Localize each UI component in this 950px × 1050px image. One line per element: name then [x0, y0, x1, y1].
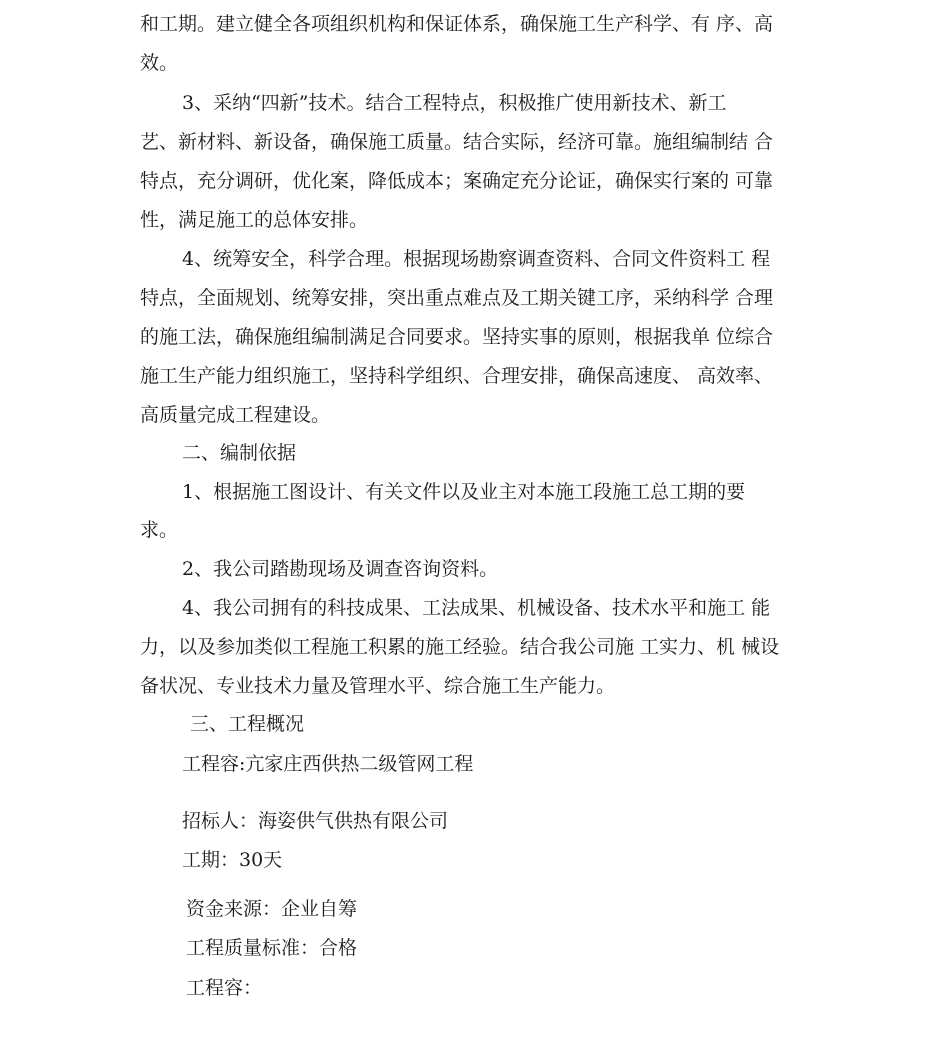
section-heading: 三、工程概况 — [190, 713, 305, 735]
text-line: 高质量完成工程建设。 — [140, 404, 331, 426]
duration: 工期：30天 — [182, 849, 283, 871]
project-name: 工程容:亢家庄西供热二级管网工程 — [182, 753, 474, 775]
text-line: 4、统筹安全，科学合理。根据现场勘察调查资料、合同文件资料工 程 — [182, 248, 771, 270]
text-line: 1、根据施工图设计、有关文件以及业主对本施工段施工总工期的要 — [182, 481, 746, 503]
text-line: 特点，充分调研，优化案，降低成本；案确定充分论证，确保实行案的 可靠 — [140, 170, 774, 192]
text-line: 施工生产能力组织施工，坚持科学组织、合理安排，确保高速度、 高效率、 — [140, 365, 774, 387]
funding-source: 资金来源：企业自筹 — [186, 898, 358, 920]
text-line: 效。 — [140, 52, 179, 74]
text-line: 力，以及参加类似工程施工积累的施工经验。结合我公司施 工实力、机 械设 — [140, 636, 780, 658]
text-line: 4、我公司拥有的科技成果、工法成果、机械设备、技术水平和施工 能 — [182, 597, 771, 619]
text-line: 3、采纳“四新”技术。结合工程特点，积极推广使用新技术、新工 — [182, 92, 727, 114]
text-line: 备状况、专业技术力量及管理水平、综合施工生产能力。 — [140, 675, 616, 697]
text-line: 艺、新材料、新设备，确保施工质量。结合实际，经济可靠。施组编制结 合 — [140, 131, 774, 153]
text-line: 和工期。建立健全各项组织机构和保证体系，确保施工生产科学、有 序、高 — [140, 13, 774, 35]
section-heading: 二、编制依据 — [182, 442, 297, 464]
project-content: 工程容： — [186, 977, 263, 999]
quality-standard: 工程质量标准：合格 — [186, 937, 358, 959]
bidder: 招标人：海姿供气供热有限公司 — [182, 810, 449, 832]
text-line: 2、我公司踏勘现场及调查咨询资料。 — [182, 558, 499, 580]
text-line: 特点，全面规划、统筹安排，突出重点难点及工期关键工序，采纳科学 合理 — [140, 287, 774, 309]
text-line: 的施工法，确保施组编制满足合同要求。坚持实事的原则，根据我单 位综合 — [140, 326, 774, 348]
text-line: 性，满足施工的总体安排。 — [140, 209, 369, 231]
text-line: 求。 — [140, 519, 179, 541]
